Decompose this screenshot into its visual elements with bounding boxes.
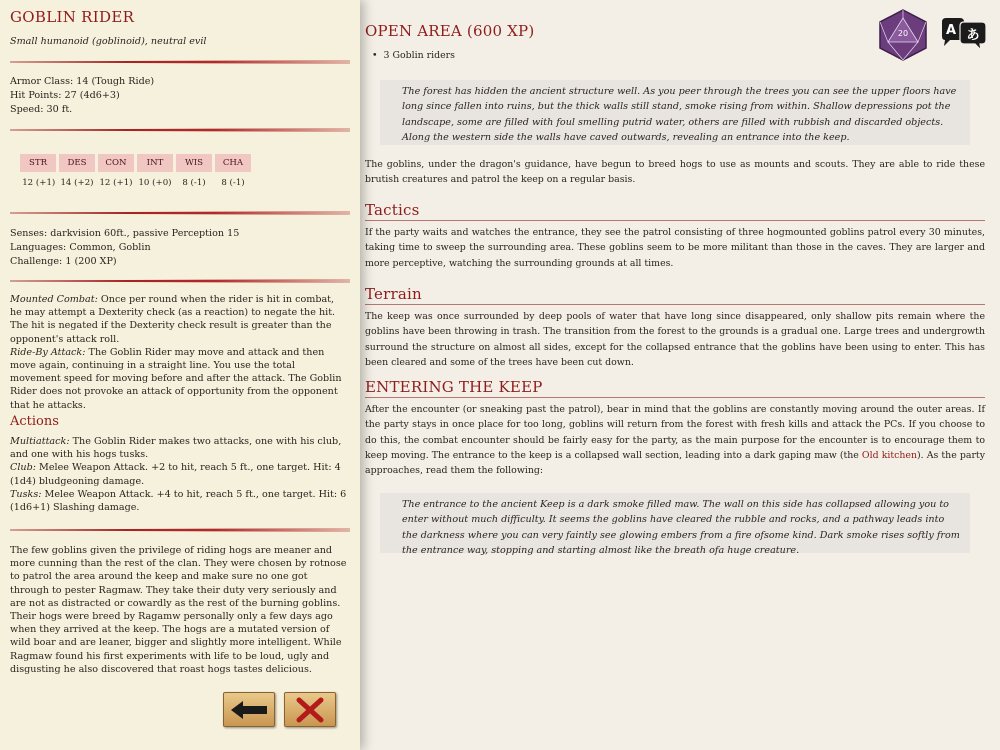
read-aloud-box: The entrance to the ancient Keep is a dark smoke filled maw. The wall on this side has collapsed allowing you to enter without much difficulty. It seems the goblins have cleared the rubble and rocks, and a pathway leads into the darkness where you can very faintly see glowing embers from a fire ofsome kind. Dark smoke rises softly from the entrance way, stopping and starting almost like the breath ofa huge creature. <box>380 493 970 553</box>
lore-paragraph: Their hogs were breed by Ragamw personally only a few days ago when they arrived at the keep. The hogs are a mutated version of wild boar and are leaner, bigger and slightly more intelligent. While Ragmaw found his first experiments with life to be loud, ugly and disgusting he also discovered that roast hogs tastes delicious. <box>10 611 342 675</box>
heading-underline <box>365 397 985 398</box>
tactics-heading: Tactics <box>365 201 420 219</box>
lore-block <box>10 544 348 676</box>
encounter-bullet: • 3 Goblin riders <box>372 50 455 61</box>
stat-value-wis: 8 (-1) <box>182 178 206 188</box>
languages-line: Languages: Common, Goblin <box>10 242 151 253</box>
entering-keep-heading: ENTERING THE KEEP <box>365 378 543 396</box>
close-button[interactable] <box>284 692 336 727</box>
back-button[interactable] <box>223 692 275 727</box>
divider <box>10 528 350 532</box>
stat-header-wis: WIS <box>175 154 214 172</box>
actions-block <box>10 435 348 514</box>
stat-value-des: 14 (+2) <box>60 178 94 188</box>
stat-value-cha: 8 (-1) <box>221 178 245 188</box>
armor-class-line: Armor Class: 14 (Tough Ride) <box>10 76 155 87</box>
left-arrow-icon <box>229 699 269 721</box>
monster-statblock-panel <box>0 0 360 750</box>
stat-value-int: 10 (+0) <box>138 178 172 188</box>
trait-ride-by-attack: Ride-By Attack: The Goblin Rider may move and attack and then move again, continuing in a straight line. You use the total movement speed for moving before and after the attack. The Goblin Rider does not provoke an attack of opportunity from the opponent that he attacks. <box>10 346 342 411</box>
divider <box>10 211 350 215</box>
translate-button[interactable] <box>938 14 990 54</box>
stat-value-str: 12 (+1) <box>22 178 56 188</box>
svg-text:20: 20 <box>897 29 909 38</box>
read-aloud-box: The forest has hidden the ancient structure well. As you peer through the trees you can see the upper floors have long since fallen into ruins, but the thick walls still stand, smoke rising from within. Shallow depressions pot the landscape, some are filled with foul smelling putrid water, others are filled with rubbish and discarded objects. Along the western side the walls have caved outwards, revealing an entrance into the keep. <box>380 80 970 145</box>
stat-value-con: 12 (+1) <box>99 178 133 188</box>
ability-scores-table <box>20 154 254 194</box>
traits-block <box>10 293 348 412</box>
open-area-heading: OPEN AREA (600 XP) <box>365 22 535 40</box>
action-tusks: Tusks: Melee Weapon Attack. +4 to hit, reach 5 ft., one target. Hit: 6 (1d6+1) Slashing damage. <box>10 488 347 514</box>
heading-underline <box>365 220 985 221</box>
translate-latin-glyph: A <box>945 23 957 38</box>
monster-name: GOBLIN RIDER <box>10 8 135 26</box>
stat-header-con: CON <box>97 154 136 172</box>
lore-paragraph: The few goblins given the privilege of riding hogs are meaner and more cunning than the rest of the clan. They were chosen by rotnose to patrol the area around the keep and make sure no one got through to pester Ragmaw. They take their duty very seriously and are not as distracted or cowardly as the rest of the burning goblins. <box>10 545 347 609</box>
actions-heading: Actions <box>10 414 59 429</box>
translate-kana-glyph: あ <box>966 28 980 43</box>
stat-header-int: INT <box>136 154 175 172</box>
speed-line: Speed: 30 ft. <box>10 104 73 115</box>
senses-line: Senses: darkvision 60ft., passive Perception 15 <box>10 228 240 239</box>
hit-points-line: Hit Points: 27 (4d6+3) <box>10 90 120 101</box>
stat-header-des: DES <box>58 154 97 172</box>
trait-mounted-combat: Mounted Combat: Once per round when the rider is hit in combat, he may attempt a Dexterity check (as a reaction) to negate the hit. The hit is negated if the Dexterity check result is greater than the opponent's attack roll. <box>10 294 336 345</box>
action-multiattack: Multiattack: The Goblin Rider makes two attacks, one with his club, and one with his hogs tusks. <box>10 436 342 461</box>
stat-header-str: STR <box>20 154 58 172</box>
divider <box>10 128 350 132</box>
divider <box>10 279 350 283</box>
intro-paragraph: The goblins, under the dragon's guidance, have begun to breed hogs to use as mounts and scouts. They are able to ride these brutish creatures and patrol the keep on a regular basis. <box>365 159 985 186</box>
d20-dice-icon[interactable] <box>876 8 930 62</box>
divider <box>10 60 350 64</box>
old-kitchen-link[interactable]: Old kitchen <box>861 449 918 461</box>
challenge-line: Challenge: 1 (200 XP) <box>10 256 117 267</box>
close-x-icon <box>295 697 325 723</box>
tactics-paragraph: If the party waits and watches the entrance, they see the patrol consisting of three hogmounted goblins patrol every 30 minutes, taking time to sweep the surrounding area. These goblins seem to be more militant than those in the caves. They are larger and more perceptive, watching the surrounding grounds at all times. <box>365 227 985 269</box>
monster-subtitle: Small humanoid (goblinoid), neutral evil <box>10 36 207 47</box>
entering-paragraph: After the encounter (or sneaking past the patrol), bear in mind that the goblins are constantly moving around the outer areas. If the party stays in once place for too long, goblins will return from the forest with fresh kills and attack the PCs. If you choose to do this, the combat encounter should be fairly easy for the party, as the main purpose for the encounter is to encourage them to keep moving. The entrance to the keep is a collapsed wall section, leading into a dark gaping maw (the Old kitchen). As the party approaches, read them the following: <box>365 404 985 477</box>
terrain-paragraph: The keep was once surrounded by deep pools of water that have long since disappeared, only shallow pits remain where the goblins have been throwing in trash. The transition from the forest to the grounds is a gradual one. Large trees and undergrowth surround the structure on almost all sides, except for the collapsed entrance that the goblins have been using to enter. This has been cleared and some of the trees have been cut down. <box>365 311 985 368</box>
adventure-content <box>360 0 1000 750</box>
stat-header-cha: CHA <box>214 154 253 172</box>
action-club: Club: Melee Weapon Attack. +2 to hit, reach 5 ft., one target. Hit: 4 (1d4) bludgeoning damage. <box>10 462 341 487</box>
heading-underline <box>365 304 985 305</box>
terrain-heading: Terrain <box>365 285 422 303</box>
